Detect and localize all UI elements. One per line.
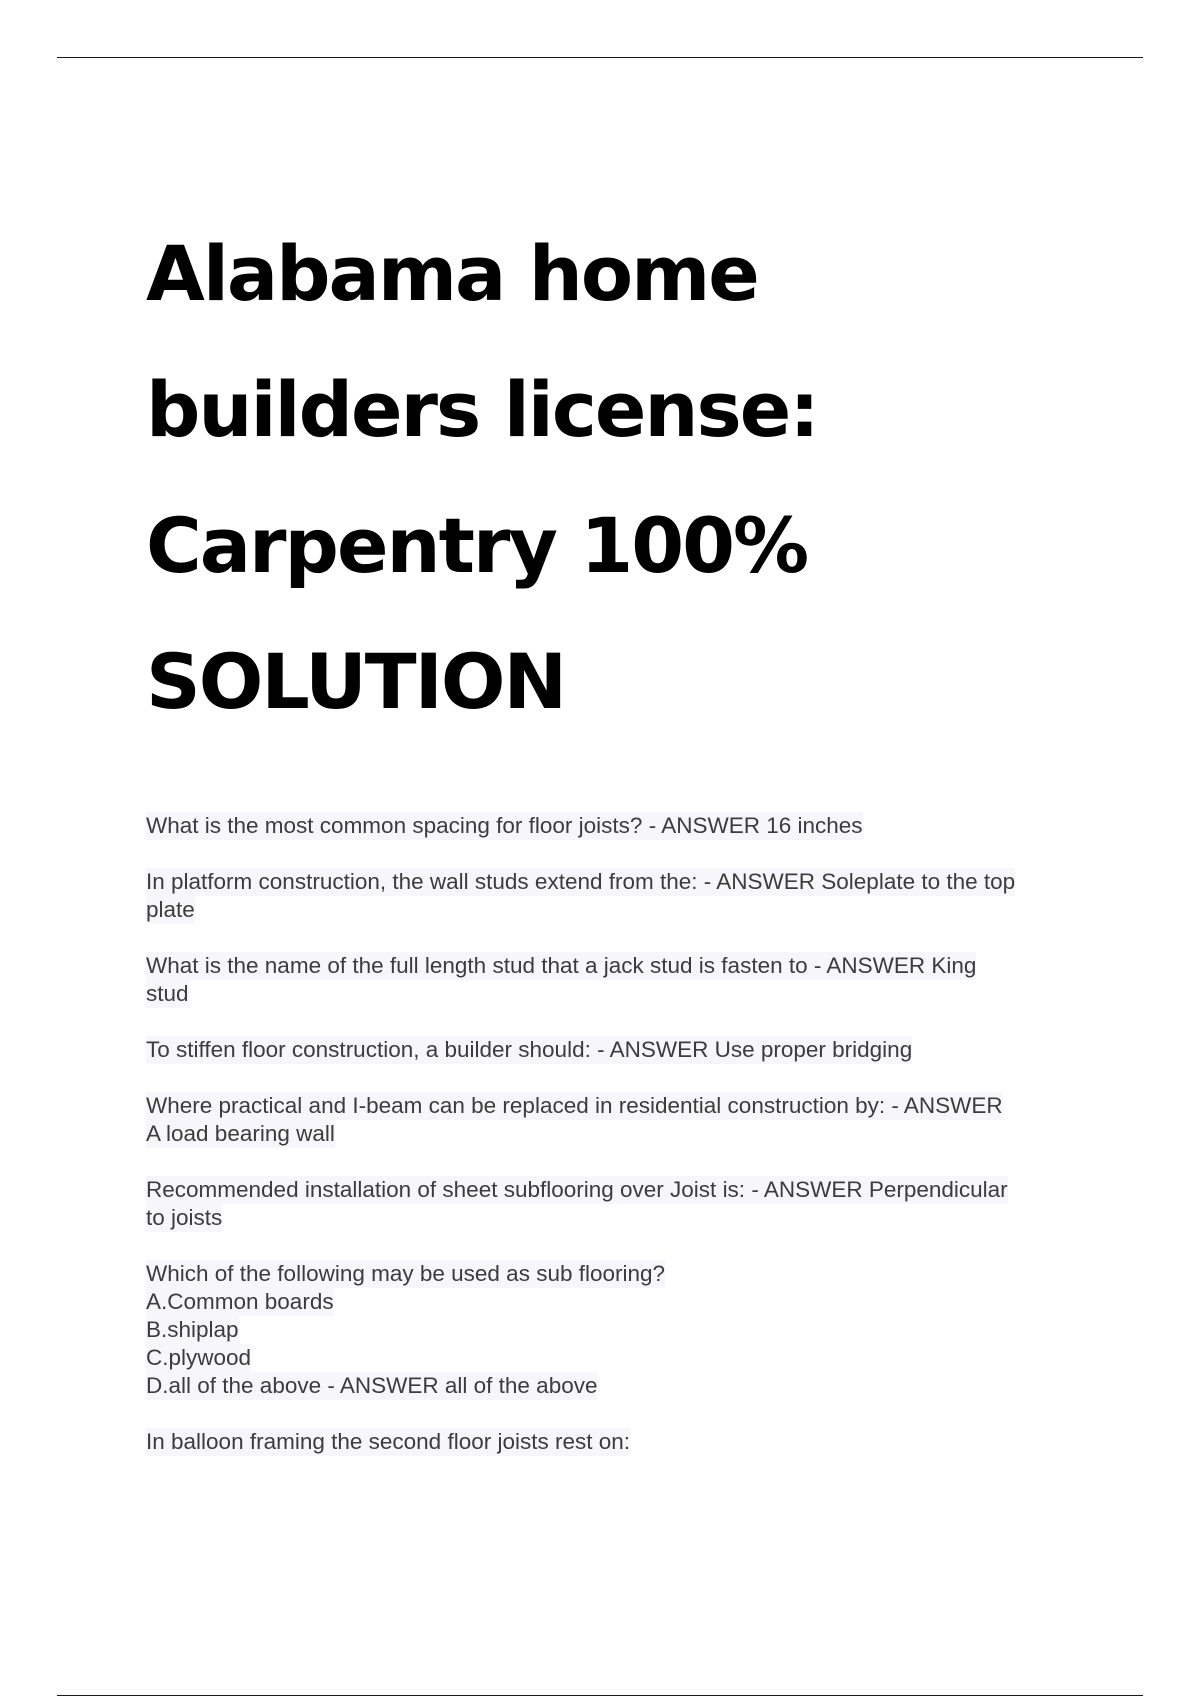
qa-item xyxy=(146,952,1106,1008)
top-rule xyxy=(57,57,1143,58)
qa-text: In platform construction, the wall studs extend from the: - ANSWER Soleplate to the top xyxy=(146,869,1016,894)
qa-item xyxy=(146,812,1106,840)
qa-item xyxy=(146,1176,1106,1232)
title-line: builders license: xyxy=(146,365,818,454)
qa-text: B.shiplap xyxy=(146,1317,239,1342)
qa-text: Recommended installation of sheet subflooring over Joist is: - ANSWER Perpendicular xyxy=(146,1177,1008,1202)
qa-text: to joists xyxy=(146,1205,223,1230)
qa-text: Where practical and I-beam can be replaced in residential construction by: - ANSWER xyxy=(146,1093,1003,1118)
qa-text: A load bearing wall xyxy=(146,1121,335,1146)
qa-item xyxy=(146,1428,1106,1456)
qa-item xyxy=(146,1260,1106,1400)
qa-item xyxy=(146,1036,1106,1064)
qa-text: Which of the following may be used as sub flooring? xyxy=(146,1261,666,1286)
qa-item xyxy=(146,1092,1106,1148)
qa-text: What is the most common spacing for floor joists? - ANSWER 16 inches xyxy=(146,813,863,838)
title-line: Alabama home xyxy=(146,229,758,318)
qa-item xyxy=(146,868,1106,924)
title-line: Carpentry 100% xyxy=(146,501,808,590)
qa-text: In balloon framing the second floor joists rest on: xyxy=(146,1429,631,1454)
title-line: SOLUTION xyxy=(146,637,566,726)
qa-text: plate xyxy=(146,897,195,922)
qa-text: A.Common boards xyxy=(146,1289,334,1314)
qa-text: stud xyxy=(146,981,189,1006)
qa-text: To stiffen floor construction, a builder should: - ANSWER Use proper bridging xyxy=(146,1037,913,1062)
qa-list xyxy=(146,812,1106,1484)
bottom-rule xyxy=(57,1695,1143,1696)
document-title xyxy=(146,206,1106,750)
qa-text: D.all of the above - ANSWER all of the above xyxy=(146,1373,598,1398)
qa-text: What is the name of the full length stud that a jack stud is fasten to - ANSWER King xyxy=(146,953,977,978)
qa-text: C.plywood xyxy=(146,1345,252,1370)
